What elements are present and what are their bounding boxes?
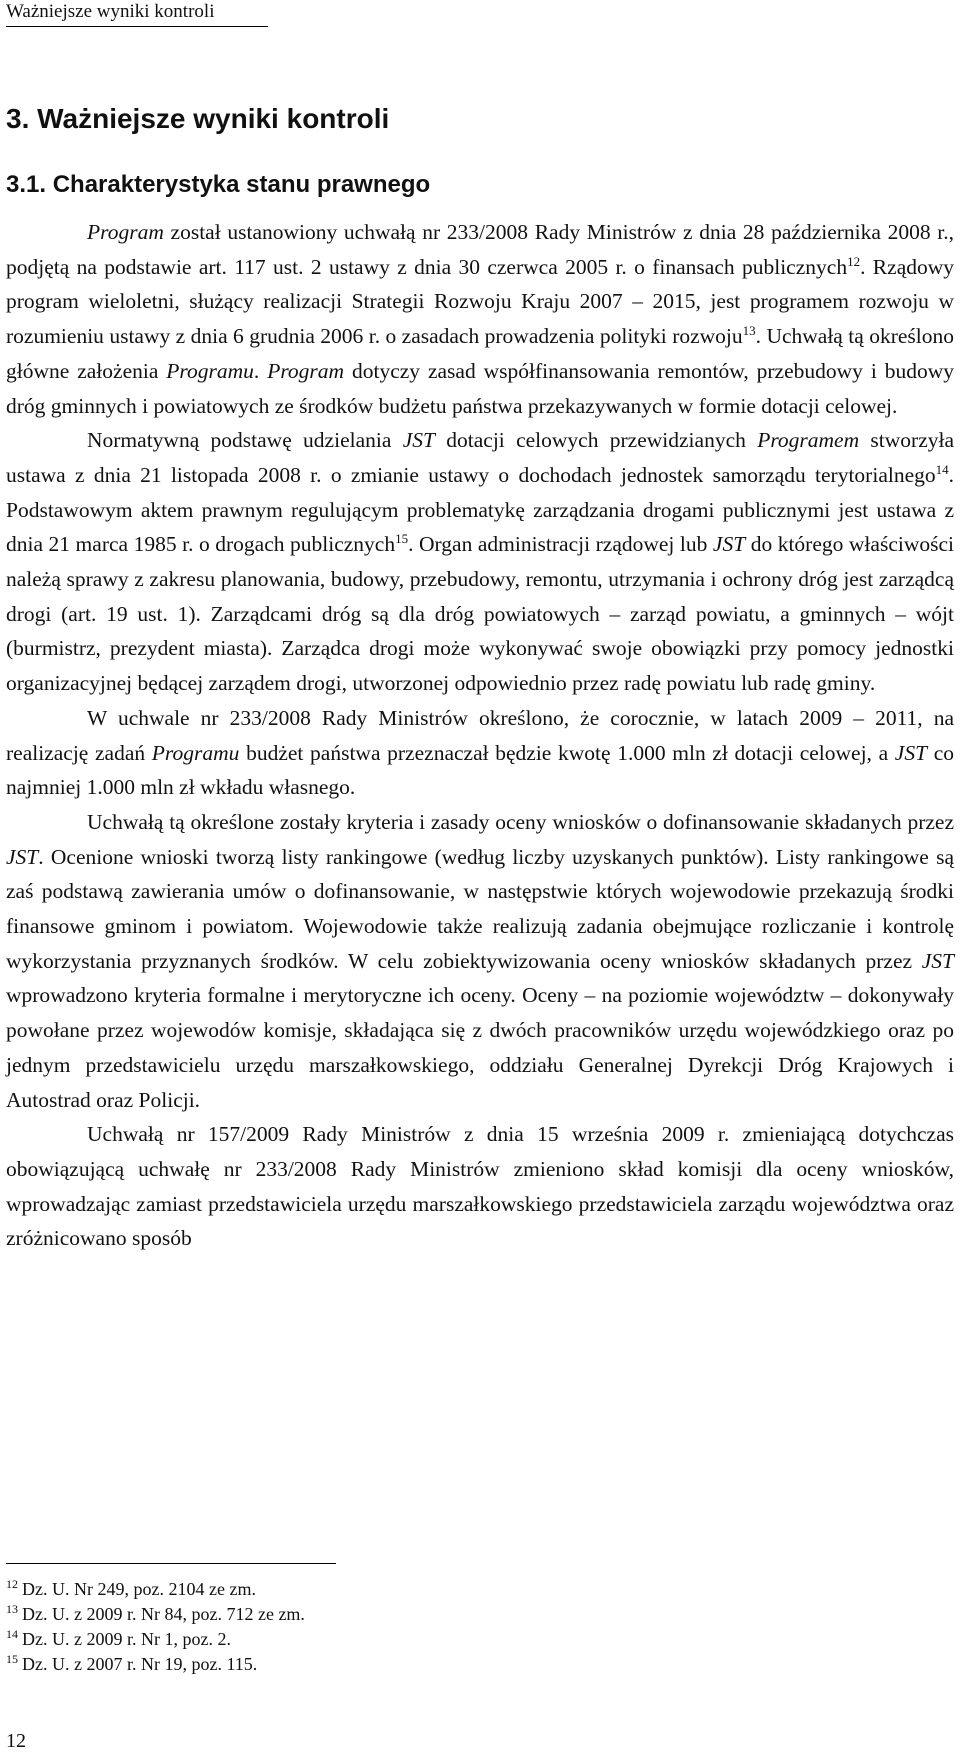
paragraph-3: W uchwale nr 233/2008 Rady Ministrów określono, że corocznie, w latach 2009 – 2011, na realizację zadań Programu budżet państwa przeznaczał będzie kwotę 1.000 mln zł dotacji celowej, a JST co najmniej 1.000 mln zł wkładu własnego. xyxy=(6,705,955,800)
paragraph-1: Program został ustanowiony uchwałą nr 233/2008 Rady Ministrów z dnia 28 października 2008 r., podjętą na podstawie art. 117 ust. 2 ustawy z dnia 30 czerwca 2005 r. o finansach publicznych$^{12}$. Rządowy program wieloletni, służący realizacji Strategii Rozwoju Kraju 2007 – 2015, jest programem rozwoju w rozumieniu ustawy z dnia 6 grudnia 2006 r. o zasadach prowadzenia polityki rozwoju$^{13}$. Uchwałą tą określono główne założenia Programu. Program dotyczy zasad współfinansowania remontów, przebudowy i budowy dróg gminnych i powiatowych ze środków budżetu państwa przekazywanych w formie dotacji celowej. xyxy=(6,220,955,418)
footnote: $^{13}$ Dz. U. z 2009 r. Nr 84, poz. 712 ze zm. xyxy=(6,1602,305,1624)
footnote-separator xyxy=(6,1563,336,1564)
subsection-title: 3.1. Charakterystyka stanu prawnego xyxy=(6,171,431,198)
section-title: 3. Ważniejsze wyniki kontroli xyxy=(6,103,390,134)
footnote-ref-14: 14 xyxy=(935,461,949,477)
running-header: Ważniejsze wyniki kontroli xyxy=(6,0,268,27)
paragraph-4: Uchwałą tą określone zostały kryteria i zasady oceny wniosków o dofinansowanie składanych przez JST. Ocenione wnioski tworzą listy rankingowe (według liczby uzyskanych punktów). Listy rankingowe są zaś podstawą zawierania umów o dofinansowanie, w następstwie których wojewodowie przekazują środki finansowe gminom i powiatom. Wojewodowie także realizują zadania obejmujące rozliczanie i kontrolę wykorzystania przyznanych środków. W celu zobiektywizowania oceny wniosków składanych przez JST wprowadzono kryteria formalne i merytoryczne ich oceny. Oceny – na poziomie województw – dokonywały powołane przez wojewodów komisje, składająca się z dwóch pracowników urzędu wojewódzkiego oraz po jednym przedstawicielu urzędu marszałkowskiego, oddziału Generalnej Dyrekcji Dróg Krajowych i Autostrad oraz Policji. xyxy=(6,809,954,1112)
footnotes xyxy=(6,1577,906,1677)
footnote: $^{15}$ Dz. U. z 2007 r. Nr 19, poz. 115. xyxy=(6,1652,258,1674)
footnote-ref-15: 15 xyxy=(395,531,409,547)
footnote: $^{14}$ Dz. U. z 2009 r. Nr 1, poz. 2. xyxy=(6,1627,231,1649)
footnote-ref-12: 12 xyxy=(847,253,861,269)
paragraph-5: Uchwałą nr 157/2009 Rady Ministrów z dnia 15 września 2009 r. zmieniającą dotychczas obowiązującą uchwałę nr 233/2008 Rady Ministrów zmieniono skład komisji dla oceny wniosków, wprowadzając zamiast przedstawiciela urzędu marszałkowskiego przedstawiciela zarządu województwa oraz zróżnicowano sposób xyxy=(6,1122,954,1251)
paragraph-2: Normatywną podstawę udzielania JST dotacji celowych przewidzianych Programem stworzyła ustawa z dnia 21 listopada 2008 r. o zmianie ustawy o dochodach jednostek samorządu terytorialnego$^{14}$. Podstawowym aktem prawnym regulującym problematykę zarządzania drogami publicznymi jest ustawa z dnia 21 marca 1985 r. o drogach publicznych$^{15}$. Organ administracji rządowej lub JST do którego właściwości należą sprawy z zakresu planowania, budowy, przebudowy, remontu, utrzymania i ochrony dróg jest zarządcą drogi (art. 19 ust. 1). Zarządcami dróg są dla dróg powiatowych – zarząd powiatu, a gminnych – wójt (burmistrz, prezydent miasta). Zarządca drogi może wykonywać swoje obowiązki przy pomocy jednostki organizacyjnej będącej zarządem drogi, utworzonej odpowiednio przez radę powiatu lub radę gminy. xyxy=(6,428,955,696)
footnote-ref-13: 13 xyxy=(742,322,756,338)
document-body xyxy=(6,215,954,1256)
page-number: 12 xyxy=(6,1730,26,1752)
footnote: $^{12}$ Dz. U. Nr 249, poz. 2104 ze zm. xyxy=(6,1577,256,1599)
